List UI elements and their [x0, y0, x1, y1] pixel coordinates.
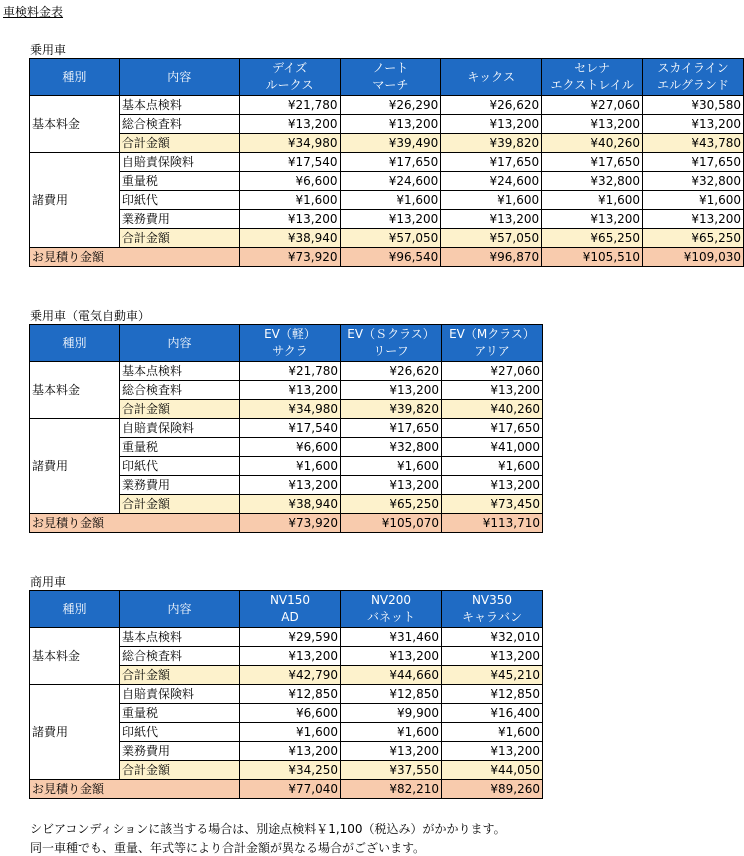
price-cell: ¥13,200: [542, 115, 643, 134]
item-label: 合計金額: [120, 400, 240, 419]
price-cell: ¥12,850: [240, 685, 341, 704]
table-row: [30, 153, 744, 172]
price-cell: ¥41,000: [442, 438, 543, 457]
model-name-line2: キャラバン: [461, 610, 522, 624]
model-name-line2: エクストレイル: [550, 78, 634, 92]
price-cell: ¥65,250: [643, 229, 744, 248]
header-type: 種別: [30, 59, 120, 96]
price-cell: ¥39,820: [441, 134, 542, 153]
section-title-passenger: 乗用車: [30, 43, 67, 57]
model-name-line1: NV350: [471, 593, 513, 607]
fee-table-passenger: [29, 58, 744, 267]
model-name-line1: EV（Mクラス）: [449, 327, 535, 341]
group-label-misc: 諸費用: [30, 685, 120, 780]
price-cell: ¥42,790: [240, 666, 341, 685]
price-cell: ¥44,050: [442, 761, 543, 780]
total-price-cell: ¥105,070: [341, 514, 442, 533]
header-content: 内容: [119, 59, 239, 96]
header-model: [239, 59, 340, 96]
item-label: 印紙代: [120, 723, 240, 742]
price-cell: ¥13,200: [542, 210, 643, 229]
model-name-line2: AD: [281, 610, 299, 624]
header-row: [30, 59, 744, 96]
model-name-line2: リーフ: [373, 344, 409, 358]
price-cell: ¥13,200: [341, 476, 442, 495]
price-cell: ¥65,250: [542, 229, 643, 248]
model-name-line1: NV200: [370, 593, 412, 607]
price-cell: ¥30,580: [643, 96, 744, 115]
price-cell: ¥6,600: [239, 172, 340, 191]
total-price-cell: ¥73,920: [239, 248, 340, 267]
price-cell: ¥26,620: [341, 362, 442, 381]
price-cell: ¥32,800: [643, 172, 744, 191]
header-model: [442, 325, 543, 362]
item-label: 合計金額: [119, 229, 239, 248]
fee-table-ev: [29, 324, 543, 533]
section-title-ev: 乗用車（電気自動車）: [30, 309, 151, 323]
model-name-line1: キックス: [467, 69, 516, 84]
model-name-line2: アリア: [474, 344, 510, 358]
model-name-line2: バネット: [366, 610, 415, 624]
price-cell: ¥13,200: [441, 210, 542, 229]
table-row: [30, 191, 744, 210]
header-type: 種別: [30, 591, 120, 628]
price-cell: ¥13,200: [341, 647, 442, 666]
table-row: [30, 419, 543, 438]
price-cell: ¥13,200: [442, 381, 543, 400]
price-cell: ¥13,200: [340, 210, 441, 229]
price-cell: ¥9,900: [341, 704, 442, 723]
price-cell: ¥39,820: [341, 400, 442, 419]
item-label: 印紙代: [119, 191, 239, 210]
total-row: [30, 780, 543, 799]
table-row: [30, 172, 744, 191]
item-label: 業務費用: [119, 210, 239, 229]
item-label: 総合検査料: [120, 381, 240, 400]
price-cell: ¥1,600: [441, 191, 542, 210]
price-cell: ¥24,600: [340, 172, 441, 191]
model-name-line1: デイズ: [272, 61, 308, 75]
price-cell: ¥1,600: [240, 457, 341, 476]
price-cell: ¥34,980: [239, 134, 340, 153]
price-cell: ¥13,200: [239, 210, 340, 229]
price-cell: ¥13,200: [643, 210, 744, 229]
price-cell: ¥1,600: [240, 723, 341, 742]
item-label: 合計金額: [119, 134, 239, 153]
header-model: [340, 59, 441, 96]
table-row: [30, 362, 543, 381]
price-cell: ¥26,290: [340, 96, 441, 115]
price-cell: ¥1,600: [341, 457, 442, 476]
price-cell: ¥38,940: [239, 229, 340, 248]
group-label-basic: 基本料金: [30, 96, 120, 153]
table-row: [30, 628, 543, 647]
page-title: 車検料金表: [3, 5, 64, 19]
group-label-misc: 諸費用: [30, 153, 120, 248]
item-label: 基本点検料: [120, 362, 240, 381]
price-cell: ¥13,200: [442, 742, 543, 761]
price-cell: ¥1,600: [442, 457, 543, 476]
section-title-commercial: 商用車: [30, 575, 67, 589]
total-label: お見積り金額: [30, 514, 240, 533]
model-name-line2: マーチ: [372, 78, 409, 92]
price-cell: ¥1,600: [643, 191, 744, 210]
price-cell: ¥45,210: [442, 666, 543, 685]
table-row: [30, 210, 744, 229]
price-cell: ¥1,600: [341, 723, 442, 742]
header-row: [30, 325, 543, 362]
price-cell: ¥24,600: [441, 172, 542, 191]
price-cell: ¥40,260: [542, 134, 643, 153]
header-model: [442, 591, 543, 628]
price-cell: ¥1,600: [340, 191, 441, 210]
price-cell: ¥57,050: [441, 229, 542, 248]
item-label: 合計金額: [120, 761, 240, 780]
price-cell: ¥29,590: [240, 628, 341, 647]
price-cell: ¥21,780: [240, 362, 341, 381]
price-cell: ¥39,490: [340, 134, 441, 153]
header-model: [240, 325, 341, 362]
price-cell: ¥17,650: [442, 419, 543, 438]
price-cell: ¥17,650: [441, 153, 542, 172]
price-cell: ¥6,600: [240, 438, 341, 457]
price-cell: ¥37,550: [341, 761, 442, 780]
price-cell: ¥16,400: [442, 704, 543, 723]
total-price-cell: ¥105,510: [542, 248, 643, 267]
price-cell: ¥13,200: [240, 381, 341, 400]
total-price-cell: ¥96,540: [340, 248, 441, 267]
table-row: [30, 685, 543, 704]
price-cell: ¥27,060: [542, 96, 643, 115]
model-name-line2: ルークス: [265, 78, 314, 92]
total-label: お見積り金額: [30, 248, 240, 267]
price-cell: ¥13,200: [240, 742, 341, 761]
item-label: 業務費用: [120, 476, 240, 495]
header-model: [341, 591, 442, 628]
price-cell: ¥13,200: [239, 115, 340, 134]
price-cell: ¥27,060: [442, 362, 543, 381]
item-label: 重量税: [119, 172, 239, 191]
price-cell: ¥31,460: [341, 628, 442, 647]
total-price-cell: ¥77,040: [240, 780, 341, 799]
price-cell: ¥26,620: [441, 96, 542, 115]
item-label: 基本点検料: [119, 96, 239, 115]
total-label: お見積り金額: [30, 780, 240, 799]
total-price-cell: ¥113,710: [442, 514, 543, 533]
price-cell: ¥13,200: [442, 647, 543, 666]
price-cell: ¥13,200: [341, 742, 442, 761]
price-cell: ¥32,800: [341, 438, 442, 457]
table-row: [30, 115, 744, 134]
total-price-cell: ¥73,920: [240, 514, 341, 533]
model-name-line1: EV（軽）: [264, 327, 316, 341]
price-cell: ¥43,780: [643, 134, 744, 153]
price-cell: ¥17,540: [239, 153, 340, 172]
header-model: [643, 59, 744, 96]
price-cell: ¥13,200: [643, 115, 744, 134]
item-label: 総合検査料: [119, 115, 239, 134]
price-cell: ¥1,600: [442, 723, 543, 742]
group-label-basic: 基本料金: [30, 362, 120, 419]
price-cell: ¥1,600: [239, 191, 340, 210]
total-price-cell: ¥89,260: [442, 780, 543, 799]
header-model: [441, 59, 542, 96]
price-cell: ¥12,850: [442, 685, 543, 704]
model-name-line1: スカイライン: [657, 61, 729, 75]
price-cell: ¥34,980: [240, 400, 341, 419]
table-row: [30, 134, 744, 153]
price-cell: ¥73,450: [442, 495, 543, 514]
price-cell: ¥40,260: [442, 400, 543, 419]
price-cell: ¥44,660: [341, 666, 442, 685]
item-label: 合計金額: [120, 495, 240, 514]
header-model: [341, 325, 442, 362]
model-name-line2: サクラ: [272, 344, 308, 358]
header-content: 内容: [120, 325, 240, 362]
model-name-line1: NV150: [269, 593, 311, 607]
price-cell: ¥6,600: [240, 704, 341, 723]
price-cell: ¥38,940: [240, 495, 341, 514]
price-cell: ¥13,200: [340, 115, 441, 134]
item-label: 重量税: [120, 704, 240, 723]
price-cell: ¥57,050: [340, 229, 441, 248]
price-cell: ¥32,010: [442, 628, 543, 647]
item-label: 自賠責保険料: [119, 153, 239, 172]
group-label-basic: 基本料金: [30, 628, 120, 685]
item-label: 重量税: [120, 438, 240, 457]
model-name-line1: ノート: [372, 61, 409, 75]
header-model: [240, 591, 341, 628]
price-cell: ¥17,650: [643, 153, 744, 172]
price-cell: ¥13,200: [240, 647, 341, 666]
price-cell: ¥13,200: [341, 381, 442, 400]
price-cell: ¥65,250: [341, 495, 442, 514]
price-cell: ¥17,650: [340, 153, 441, 172]
table-row: [30, 229, 744, 248]
header-content: 内容: [120, 591, 240, 628]
price-cell: ¥17,650: [341, 419, 442, 438]
item-label: 基本点検料: [120, 628, 240, 647]
header-type: 種別: [30, 325, 120, 362]
total-row: [30, 514, 543, 533]
item-label: 自賠責保険料: [120, 419, 240, 438]
item-label: 自賠責保険料: [120, 685, 240, 704]
price-cell: ¥32,800: [542, 172, 643, 191]
price-cell: ¥13,200: [240, 476, 341, 495]
price-cell: ¥13,200: [442, 476, 543, 495]
total-price-cell: ¥96,870: [441, 248, 542, 267]
model-name-line1: EV（Ｓクラス）: [347, 327, 435, 341]
total-price-cell: ¥109,030: [643, 248, 744, 267]
total-row: [30, 248, 744, 267]
model-name-line2: エルグランド: [657, 78, 729, 92]
price-cell: ¥12,850: [341, 685, 442, 704]
price-cell: ¥1,600: [542, 191, 643, 210]
price-cell: ¥21,780: [239, 96, 340, 115]
header-row: [30, 591, 543, 628]
note-severe-condition: シビアコンディションに該当する場合は、別途点検料￥1,100（税込み）がかかります。: [30, 822, 506, 836]
fee-table-commercial: [29, 590, 543, 799]
item-label: 印紙代: [120, 457, 240, 476]
item-label: 合計金額: [120, 666, 240, 685]
total-price-cell: ¥82,210: [341, 780, 442, 799]
model-name-line1: セレナ: [574, 61, 611, 75]
group-label-misc: 諸費用: [30, 419, 120, 514]
note-price-variance: 同一車種でも、重量、年式等により合計金額が異なる場合がございます。: [30, 841, 426, 855]
item-label: 総合検査料: [120, 647, 240, 666]
price-cell: ¥17,540: [240, 419, 341, 438]
table-row: [30, 96, 744, 115]
price-cell: ¥34,250: [240, 761, 341, 780]
price-cell: ¥13,200: [441, 115, 542, 134]
header-model: [542, 59, 643, 96]
item-label: 業務費用: [120, 742, 240, 761]
price-cell: ¥17,650: [542, 153, 643, 172]
